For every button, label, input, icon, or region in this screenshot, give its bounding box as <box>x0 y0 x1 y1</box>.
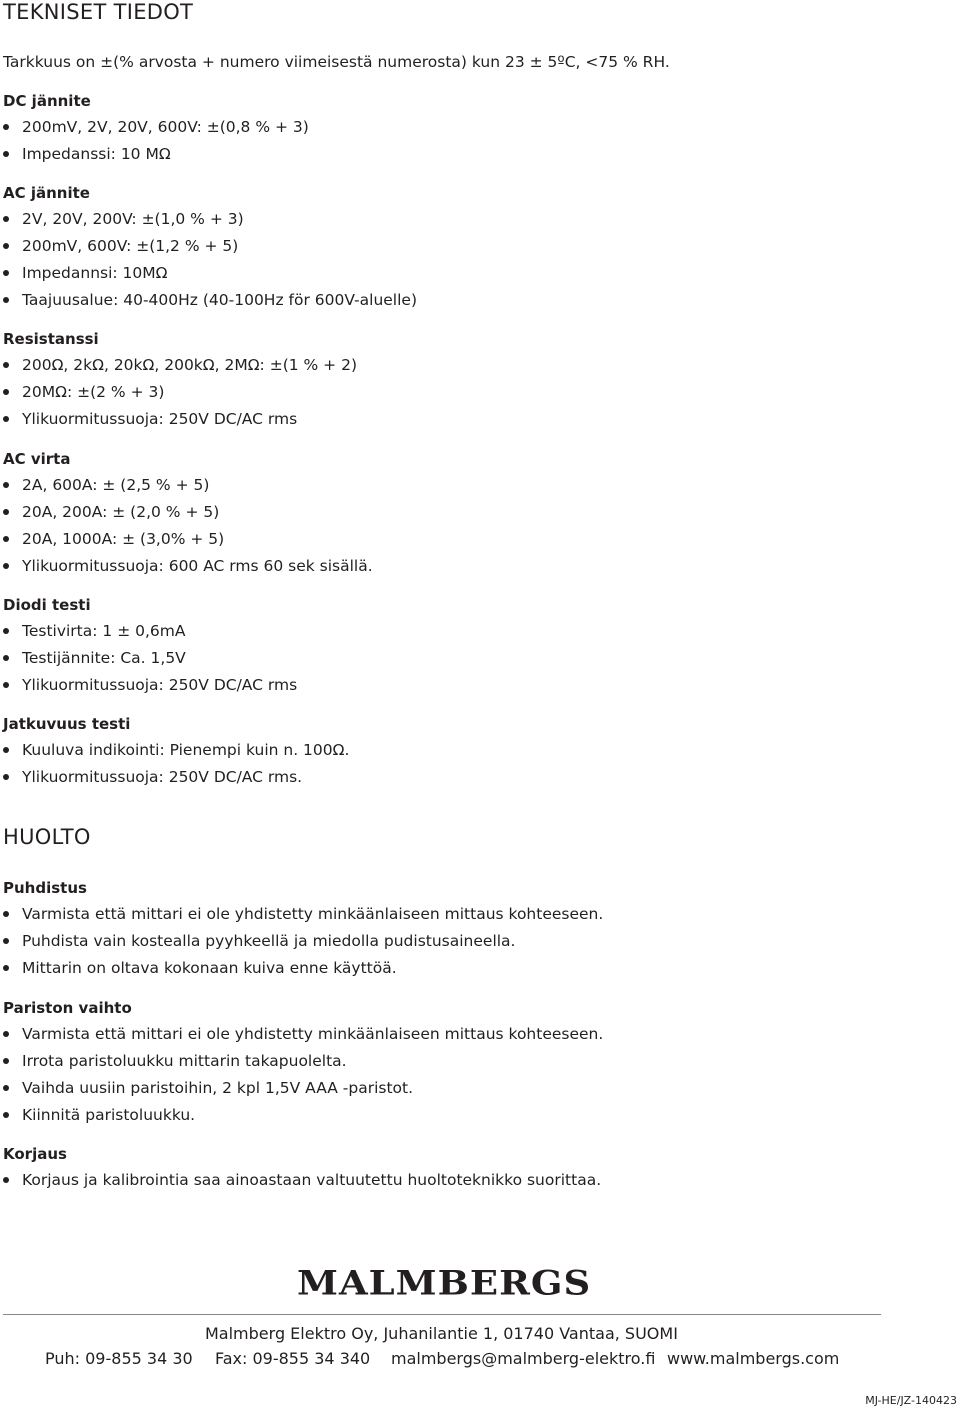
list-item <box>3 355 903 382</box>
list-item <box>3 382 903 409</box>
list-item-text: Impedannsi: 10MΩ <box>22 264 168 282</box>
section-battery-change <box>3 998 903 1132</box>
list-item-text: Testijännite: Ca. 1,5V <box>22 649 186 667</box>
document-code: MJ-HE/JZ-140423 <box>865 1394 957 1407</box>
section-title: Pariston vaihto <box>3 999 132 1017</box>
section-dc-voltage <box>3 91 903 171</box>
bullet-icon <box>3 389 9 395</box>
list-item-text: Kiinnitä paristoluukku. <box>22 1106 196 1124</box>
section-ac-current <box>3 449 903 583</box>
bullet-icon <box>3 416 9 422</box>
bullet-icon <box>3 938 9 944</box>
list-item <box>3 740 903 767</box>
section-continuity-test <box>3 714 903 794</box>
bullet-icon <box>3 270 9 276</box>
list-item-text: 200mV, 2V, 20V, 600V: ±(0,8 % + 3) <box>22 118 309 136</box>
section-title: AC jännite <box>3 184 90 202</box>
list-item <box>3 904 903 931</box>
list-item <box>3 1170 903 1197</box>
bullet-icon <box>3 216 9 222</box>
footer-phone: Puh: 09-855 34 30 <box>45 1349 193 1368</box>
bullet-icon <box>3 243 9 249</box>
section-title: Korjaus <box>3 1145 67 1163</box>
list-item-text: Mittarin on oltava kokonaan kuiva enne käyttöä. <box>22 959 397 977</box>
bullet-icon <box>3 655 9 661</box>
service-heading: HUOLTO <box>3 825 91 849</box>
list-item-text: Impedanssi: 10 MΩ <box>22 145 171 163</box>
section-title: Puhdistus <box>3 879 87 897</box>
bullet-icon <box>3 482 9 488</box>
bullet-icon <box>3 1112 9 1118</box>
list-item <box>3 767 903 794</box>
list-item-text: 2V, 20V, 200V: ±(1,0 % + 3) <box>22 210 244 228</box>
list-item <box>3 556 903 583</box>
list-item-text: 200mV, 600V: ±(1,2 % + 5) <box>22 237 239 255</box>
list-item <box>3 144 903 171</box>
list-item-text: Taajuusalue: 40-400Hz (40-100Hz för 600V-aluelle) <box>22 291 418 309</box>
list-item-text: Ylikuormitussuoja: 600 AC rms 60 sek sisällä. <box>22 557 373 575</box>
list-item-text: Ylikuormitussuoja: 250V DC/AC rms <box>22 410 298 428</box>
list-item <box>3 236 903 263</box>
list-item-text: Puhdista vain kostealla pyyhkeellä ja miedolla pudistusaineella. <box>22 932 516 950</box>
list-item-text: Testivirta: 1 ± 0,6mA <box>22 622 186 640</box>
list-item <box>3 958 903 985</box>
list-item <box>3 290 903 317</box>
list-item <box>3 931 903 958</box>
malmbergs-logo: MALMBERGS <box>297 1262 592 1303</box>
footer-fax: Fax: 09-855 34 340 <box>215 1349 371 1368</box>
section-resistance <box>3 329 903 436</box>
bullet-icon <box>3 151 9 157</box>
bullet-icon <box>3 362 9 368</box>
footer-address: Malmberg Elektro Oy, Juhanilantie 1, 01740 Vantaa, SUOMI <box>205 1324 678 1343</box>
bullet-icon <box>3 509 9 515</box>
section-title: Diodi testi <box>3 596 91 614</box>
bullet-icon <box>3 774 9 780</box>
bullet-icon <box>3 124 9 130</box>
list-item-text: 200Ω, 2kΩ, 20kΩ, 200kΩ, 2MΩ: ±(1 % + 2) <box>22 356 358 374</box>
technical-heading: TEKNISET TIEDOT <box>3 0 194 24</box>
list-item <box>3 475 903 502</box>
list-item <box>3 1051 903 1078</box>
bullet-icon <box>3 563 9 569</box>
section-title: AC virta <box>3 450 71 468</box>
footer-website[interactable]: www.malmbergs.com <box>667 1349 840 1368</box>
list-item-text: Korjaus ja kalibrointia saa ainoastaan valtuutettu huoltoteknikko suorittaa. <box>22 1171 602 1189</box>
list-item <box>3 117 903 144</box>
bullet-icon <box>3 1085 9 1091</box>
accuracy-intro: Tarkkuus on ±(% arvosta + numero viimeisestä numerosta) kun 23 ± 5ºC, <75 % RH. <box>3 53 670 71</box>
list-item-text: Varmista että mittari ei ole yhdistetty minkäänlaiseen mittaus kohteeseen. <box>22 905 604 923</box>
list-item <box>3 209 903 236</box>
list-item <box>3 1078 903 1105</box>
list-item <box>3 263 903 290</box>
list-item-text: 20A, 1000A: ± (3,0% + 5) <box>22 530 225 548</box>
list-item-text: Irrota paristoluukku mittarin takapuolelta. <box>22 1052 347 1070</box>
section-title: DC jännite <box>3 92 91 110</box>
list-item <box>3 675 903 702</box>
section-diode-test <box>3 595 903 702</box>
list-item <box>3 621 903 648</box>
list-item <box>3 1024 903 1051</box>
section-cleaning <box>3 878 903 985</box>
list-item <box>3 502 903 529</box>
list-item-text: 20MΩ: ±(2 % + 3) <box>22 383 165 401</box>
bullet-icon <box>3 297 9 303</box>
list-item-text: Ylikuormitussuoja: 250V DC/AC rms <box>22 676 298 694</box>
section-repair <box>3 1144 903 1197</box>
footer-divider <box>3 1314 881 1315</box>
bullet-icon <box>3 1177 9 1183</box>
list-item-text: Ylikuormitussuoja: 250V DC/AC rms. <box>22 768 303 786</box>
bullet-icon <box>3 628 9 634</box>
list-item-text: Varmista että mittari ei ole yhdistetty minkäänlaiseen mittaus kohteeseen. <box>22 1025 604 1043</box>
bullet-icon <box>3 965 9 971</box>
bullet-icon <box>3 1031 9 1037</box>
list-item-text: 20A, 200A: ± (2,0 % + 5) <box>22 503 220 521</box>
list-item-text: Vaihda uusiin paristoihin, 2 kpl 1,5V AAA -paristot. <box>22 1079 414 1097</box>
bullet-icon <box>3 536 9 542</box>
list-item <box>3 648 903 675</box>
list-item-text: 2A, 600A: ± (2,5 % + 5) <box>22 476 210 494</box>
footer-email[interactable]: malmbergs@malmberg-elektro.fi <box>391 1349 656 1368</box>
bullet-icon <box>3 682 9 688</box>
section-title: Jatkuvuus testi <box>3 715 131 733</box>
list-item <box>3 409 903 436</box>
bullet-icon <box>3 1058 9 1064</box>
list-item-text: Kuuluva indikointi: Pienempi kuin n. 100Ω. <box>22 741 350 759</box>
section-title: Resistanssi <box>3 330 99 348</box>
bullet-icon <box>3 747 9 753</box>
list-item <box>3 529 903 556</box>
bullet-icon <box>3 911 9 917</box>
section-ac-voltage <box>3 183 903 317</box>
list-item <box>3 1105 903 1132</box>
